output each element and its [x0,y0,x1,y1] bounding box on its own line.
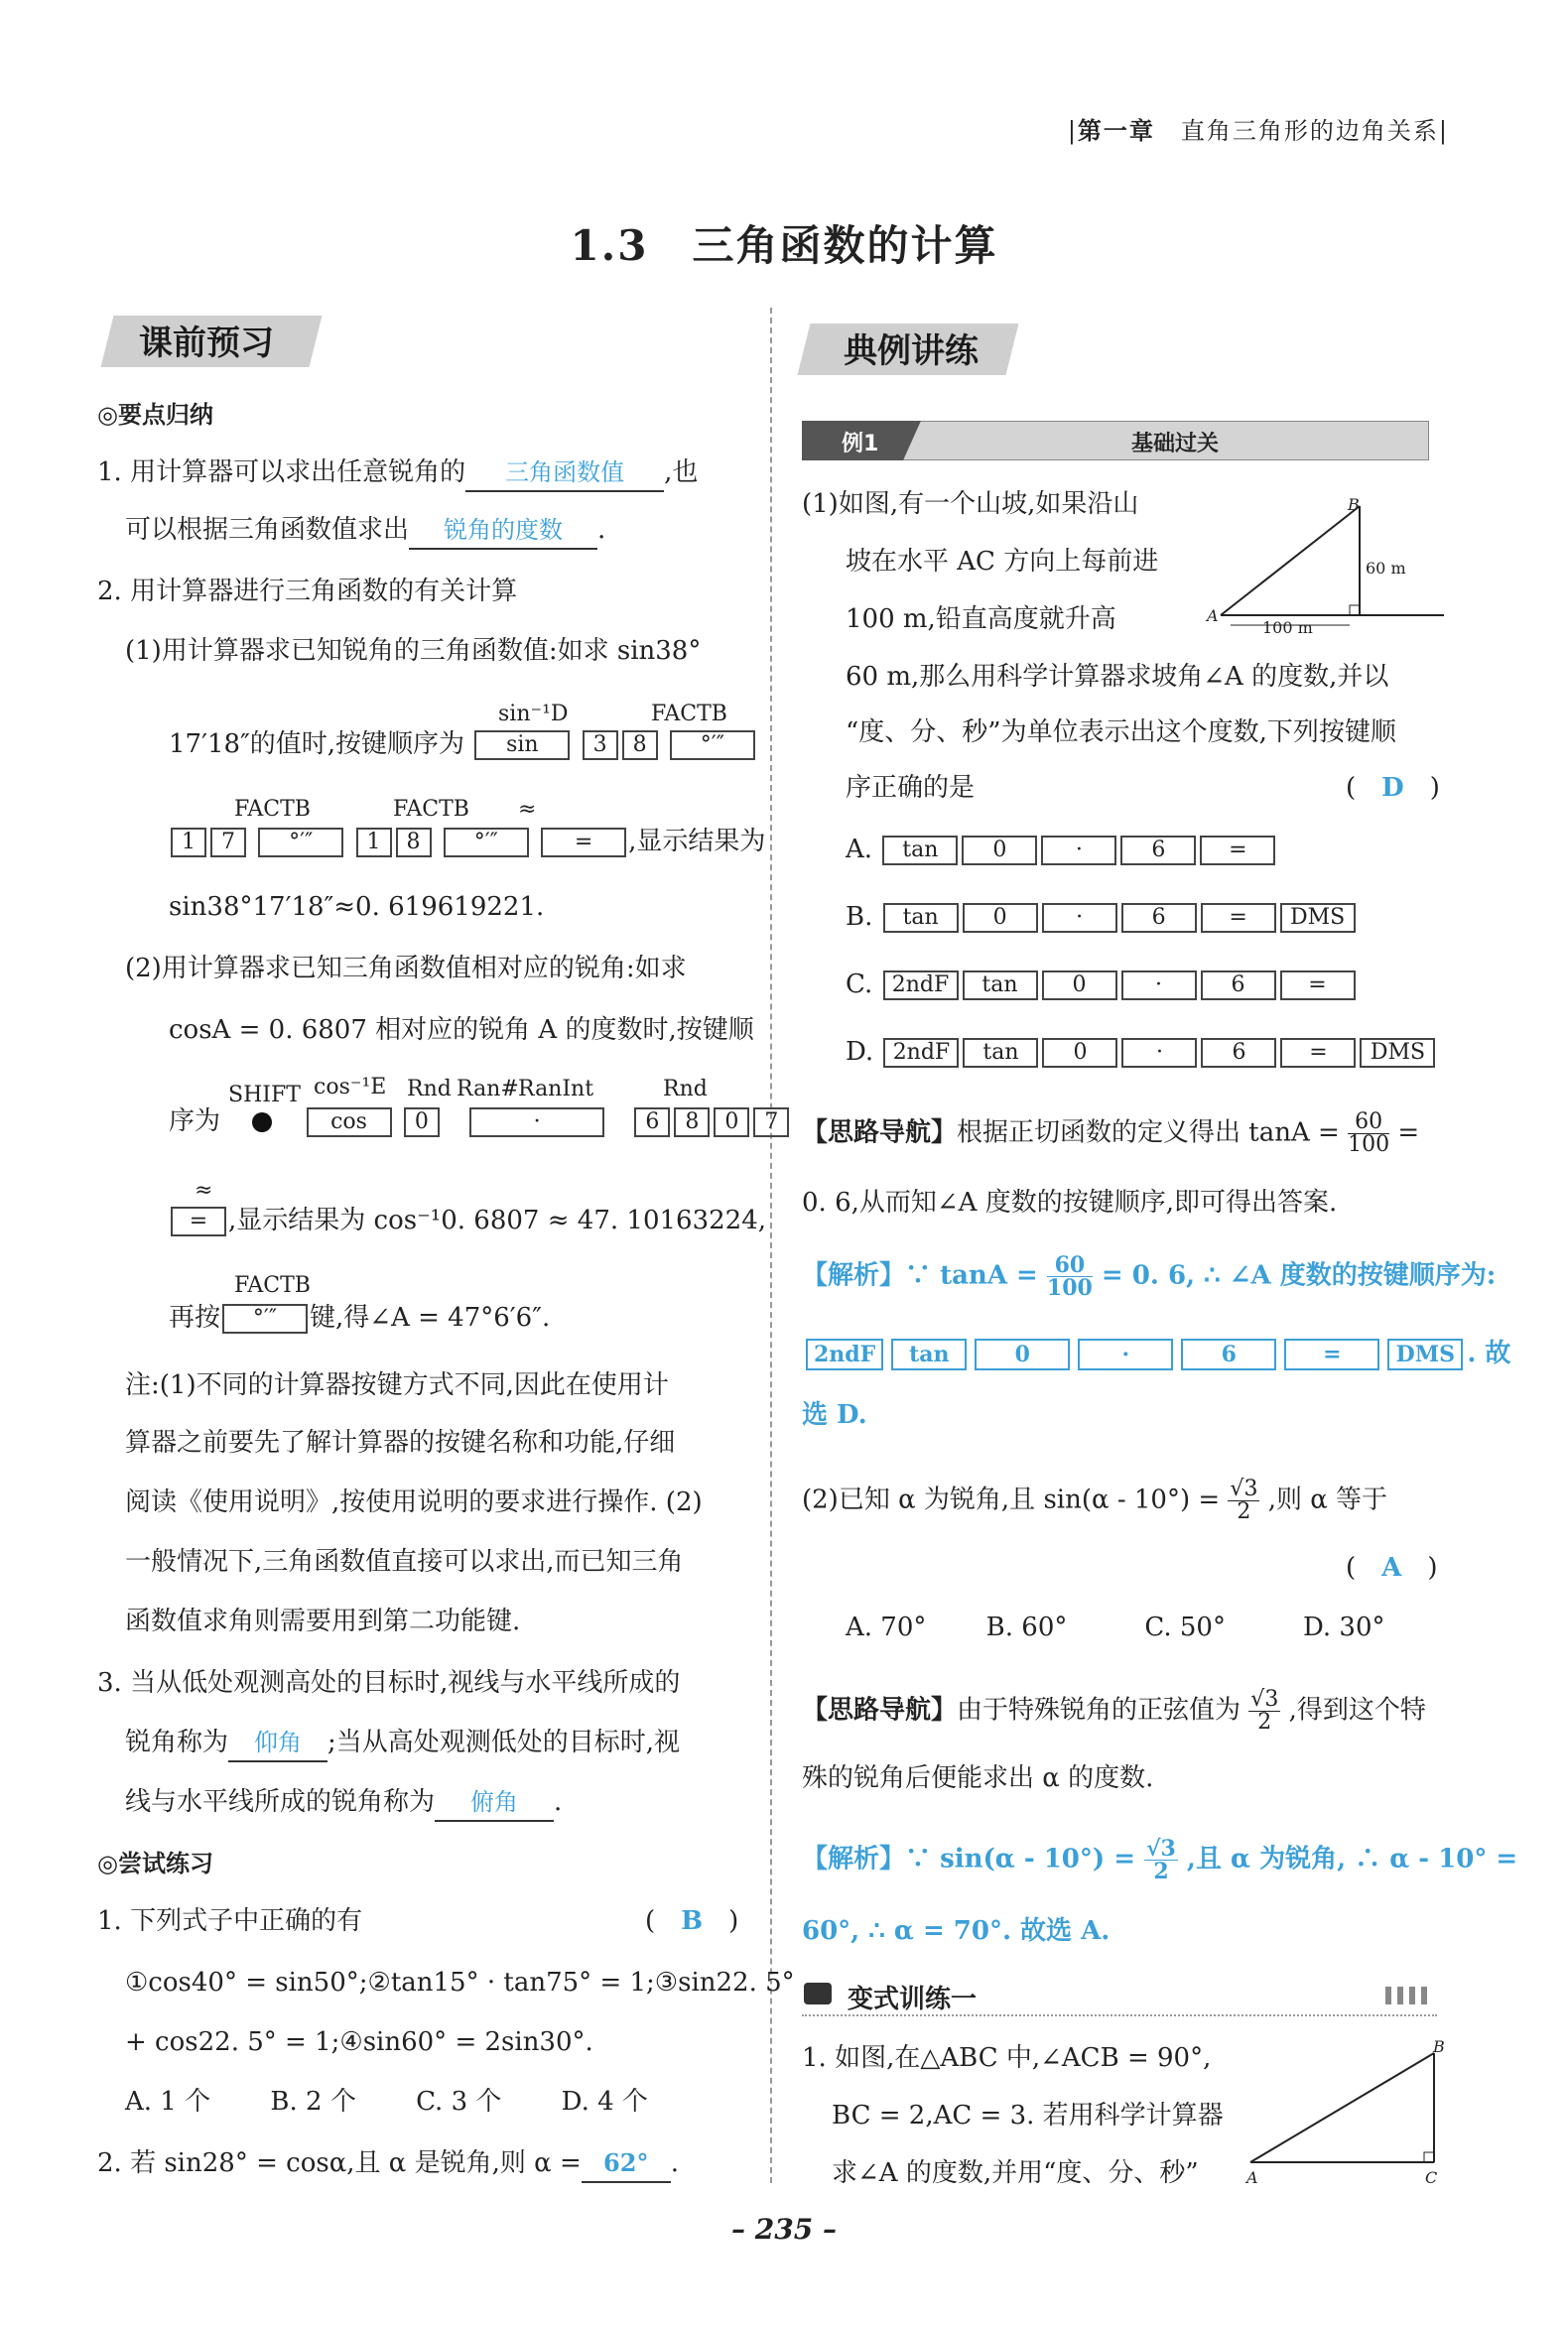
q1-options: A. 1 个 B. 2 个 C. 3 个 D. 4 个 [125,2087,648,2117]
running-header: |第一章 直角三角形的边角关系| [1067,117,1449,145]
left-banner: 课前预习 [139,323,274,363]
key: °′″ [670,730,755,760]
key: °′″ [444,828,529,857]
v1-line: BC = 2,AC = 3. 若用科学计算器 [832,2101,1224,2131]
question-2: 2. 若 sin28° = cosα,且 α 是锐角,则 α = 62° . [97,2145,679,2183]
point-1-cont: 可以根据三角函数值求出 锐角的度数 . [125,512,605,550]
solution-2: 【解析】∵ sin(α - 10°) = $\frac{√3}{2}$ ,且 α 为锐角, ∴ α - 10° = [802,1836,1518,1884]
note-line: 算器之前要先了解计算器的按键名称和功能,仔细 [125,1428,676,1458]
note-line: 阅读《使用说明》,按使用说明的要求进行操作. (2) [125,1487,703,1517]
e1-line: 60 m,那么用科学计算器求坡角∠A 的度数,并以 [846,662,1389,692]
v1-line: 求∠A 的度数,并用“度、分、秒” [832,2158,1199,2188]
example-title: 基础过关 [1131,432,1220,456]
key: · [1121,1038,1197,1068]
example-tag: 例1 [842,432,879,456]
key: · [1042,903,1117,933]
key: 0 [714,1107,749,1137]
key: tan [963,970,1038,1000]
key-label: cos⁻¹E [314,1075,387,1099]
solution-1-end: 选 D. [802,1400,867,1430]
key: 2ndF [883,970,959,1000]
label-height: 60 m [1366,559,1406,578]
key-label: FACTB [234,797,311,822]
key-label: ≈ [518,797,537,822]
option-b: B. tan 0 · 6 = DMS [846,899,1358,935]
point-3c: 线与水平线所成的锐角称为 俯角 . [125,1784,562,1822]
key: 6 [1201,970,1276,1000]
v1-line: 1. 如图,在△ABC 中,∠ACB = 90°, [802,2043,1212,2073]
hint-1-cont: 0. 6,从而知∠A 度数的按键顺序,即可得出答案. [802,1188,1338,1218]
note-line: 函数值求角则需要用到第二功能键. [125,1607,521,1636]
key-label: FACTB [234,1273,311,1298]
variant-title: 变式训练一 [848,1985,978,2014]
keys-line-1: 17′18″的值时,按键顺序为 sin 3 8 °′″ [169,726,757,762]
hint-2-cont: 殊的锐角后便能求出 α 的度数. [802,1763,1154,1793]
q1-line-a: ①cos40° = sin50°;②tan15° · tan75° = 1;③sin22. 5° [125,1968,795,1998]
key: = [1280,1038,1356,1068]
e1-line: (1)如图,有一个山坡,如果沿山 [802,489,1139,519]
key: 0 [963,903,1038,933]
key: tan [882,836,958,865]
answer-blank: 三角函数值 [465,454,664,492]
key-label: Rnd [663,1077,708,1101]
key: 8 [396,828,432,857]
key: 1 [356,828,392,857]
key: DMS [1360,1038,1435,1068]
key: · [1078,1339,1173,1370]
option-c: C. 2ndF tan 0 · 6 = [846,967,1358,1002]
key: 0 [404,1107,440,1137]
triangle-figure [1241,2038,1459,2197]
option-a: A. tan 0 · 6 = [846,832,1277,867]
key: °′″ [258,828,343,857]
key: · [1121,970,1197,1000]
key: = [1200,836,1275,865]
key: sin [474,730,570,760]
key: °′″ [222,1304,308,1334]
label-B: B [1348,495,1360,514]
fraction: $\frac{60}{100}$ [1046,1252,1093,1301]
page-number: – 235 – [731,2213,837,2246]
key-label: Ran# [457,1077,519,1101]
e1-line: 100 m,铅直高度就升高 [846,604,1116,634]
key: = [1201,903,1276,933]
answer-blank: 俯角 [435,1784,554,1822]
key: DMS [1387,1339,1463,1370]
key: = [1280,970,1356,1000]
key: 8 [622,730,658,760]
key: tan [963,1038,1038,1068]
chapter-title: 直角三角形的边角关系 [1180,117,1439,145]
e2-answer: ( A ) [1346,1553,1438,1583]
variant-deco [1385,1987,1433,2004]
key: cos [307,1107,392,1137]
key: 2ndF [883,1038,959,1068]
fraction: $\frac{√3}{2}$ [1250,1687,1279,1735]
key: = [541,828,626,857]
keys-line-2: 1 7 °′″ 1 8 °′″ = ,显示结果为 [169,824,765,859]
option-d: D. 2ndF tan 0 · 6 = DMS [846,1034,1437,1070]
answer-blank: 锐角的度数 [409,512,597,550]
key-label: FACTB [393,797,469,822]
e2-options: A. 70° B. 60° C. 50° D. 30° [846,1613,1385,1642]
label-B: B [1433,2038,1445,2056]
point-3b: 锐角称为 仰角 ;当从高处观测低处的目标时,视 [125,1725,680,1762]
try-heading: ◎尝试练习 [97,1850,213,1877]
point-2-2b: cosA = 0. 6807 相对应的锐角 A 的度数时,按键顺 [169,1015,754,1045]
solution-2-end: 60°, ∴ α = 70°. 故选 A. [802,1916,1111,1946]
label-A: A [1207,606,1219,625]
e1-line: “度、分、秒”为单位表示出这个度数,下列按键顺 [846,717,1396,747]
key-label: SHIFT [228,1083,301,1107]
point-1: 1. 用计算器可以求出任意锐角的 三角函数值 ,也 [97,454,698,492]
solution-1-keys: 2ndF tan 0 · 6 = DMS . 故 [802,1336,1510,1371]
hint-1: 【思路导航】根据正切函数的定义得出 tanA = $\frac{60}{100}$ = [802,1109,1420,1157]
answer-blank: 仰角 [228,1725,327,1762]
e1-line: 序正确的是 [846,773,976,803]
fraction: $\frac{60}{100}$ [1348,1109,1390,1157]
question-1: 1. 下列式子中正确的有 [97,1906,363,1936]
label-C: C [1425,2168,1438,2187]
q1-line-b: + cos22. 5° = 1;④sin60° = 2sin30°. [125,2027,593,2057]
keys-line-3: 序为 cos 0 · 6 8 0 7 [169,1103,791,1139]
key: DMS [1280,903,1356,933]
key: = [171,1207,226,1236]
key: 6 [1121,903,1197,933]
key-label: FACTB [651,702,727,726]
key: 7 [210,828,246,857]
key: · [469,1107,604,1137]
key-label: sin⁻¹D [498,702,569,726]
key: · [1041,836,1116,865]
q1-answer: ( B ) [645,1906,739,1936]
label-width: 100 m [1262,618,1313,637]
shift-dot-icon [252,1112,272,1132]
key: 6 [1181,1339,1276,1370]
e2-stem: (2)已知 α 为锐角,且 sin(α - 10°) = $\frac{√3}{2}$ ,则 α 等于 [802,1477,1388,1524]
key: = [1284,1339,1379,1370]
key: 7 [753,1107,789,1137]
key: 8 [674,1107,710,1137]
key: tan [883,903,959,933]
key-label: ≈ [195,1178,213,1203]
key: 0 [962,836,1037,865]
points-heading: ◎要点归纳 [97,401,213,429]
keys-line-4: = ,显示结果为 cos⁻¹0. 6807 ≈ 47. 10163224, [169,1203,766,1238]
label-A: A [1246,2168,1258,2187]
key: 2ndF [806,1339,883,1370]
note-line: 注:(1)不同的计算器按键方式不同,因此在使用计 [125,1370,669,1400]
key: 3 [583,730,618,760]
keys-line-5: 再按 °′″ 键,得∠A = 47°6′6″. [169,1303,551,1333]
key-label: Rnd [407,1077,452,1101]
key: 6 [634,1107,670,1137]
slope-figure [1201,486,1449,645]
point-2-2: (2)用计算器求已知三角函数值相对应的锐角:如求 [125,954,687,983]
result-1: sin38°17′18″≈0. 619619221. [169,892,545,922]
column-divider [770,308,772,2183]
e1-answer: ( D ) [1346,773,1440,803]
pencil-icon [804,1983,832,2004]
key: 0 [1042,1038,1117,1068]
key: 6 [1120,836,1196,865]
key: 1 [171,828,206,857]
key: tan [891,1339,967,1370]
note-line: 一般情况下,三角函数值直接可以求出,而已知三角 [125,1547,684,1577]
solution-1: 【解析】∵ tanA = $\frac{60}{100}$ = 0. 6, ∴ ∠A 度数的按键顺序为: [802,1252,1497,1301]
point-2-1: (1)用计算器求已知锐角的三角函数值:如求 sin38° [125,636,702,666]
key-label: RanInt [518,1077,594,1101]
right-banner: 典例讲练 [844,331,979,371]
point-2: 2. 用计算器进行三角函数的有关计算 [97,577,518,606]
e1-line: 坡在水平 AC 方向上每前进 [846,547,1159,577]
fraction: $\frac{√3}{2}$ [1146,1836,1176,1884]
section-title: 1.3 三角函数的计算 [570,221,998,270]
answer-blank: 62° [582,2145,671,2183]
key: 0 [975,1339,1070,1370]
hint-2: 【思路导航】由于特殊锐角的正弦值为 $\frac{√3}{2}$ ,得到这个特 [802,1687,1426,1735]
key: 6 [1201,1038,1276,1068]
point-3: 3. 当从低处观测高处的目标时,视线与水平线所成的 [97,1668,681,1698]
chapter-label: 第一章 [1077,117,1155,145]
key: 0 [1042,970,1117,1000]
fraction: $\frac{√3}{2}$ [1230,1477,1258,1524]
